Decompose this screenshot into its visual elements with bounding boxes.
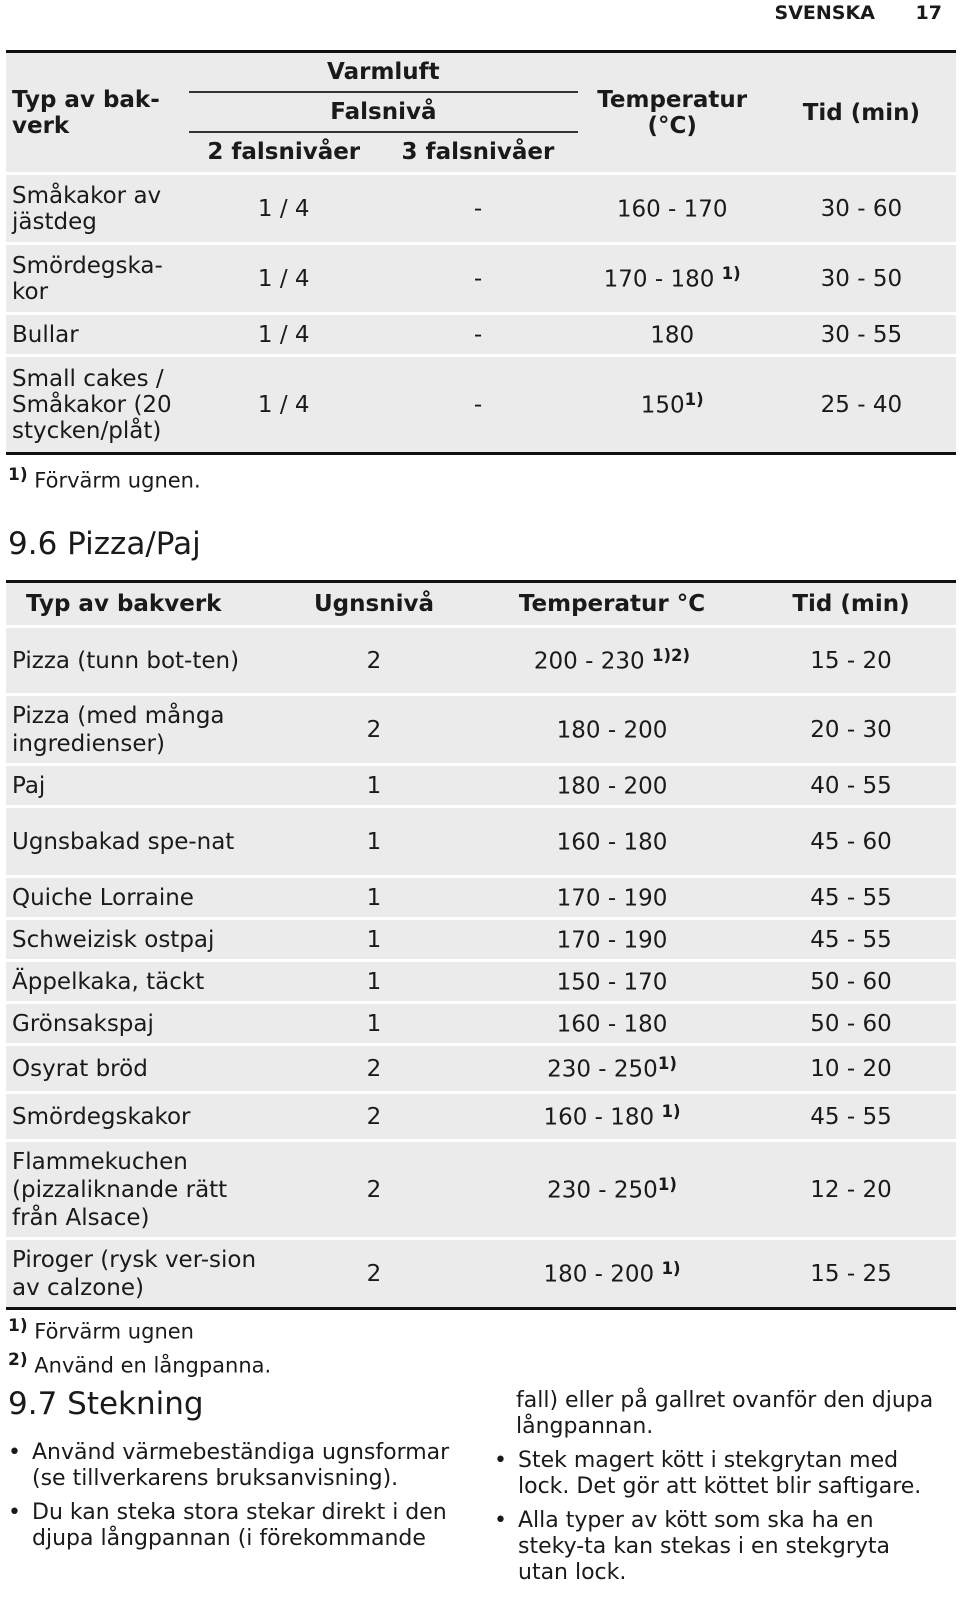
cell-level2: 1 / 4 — [189, 356, 378, 454]
cell-type: Ugnsbakad spe-nat — [6, 807, 270, 877]
roast-continuation: fall) eller på gallret ovanför den djupa långpannan. — [516, 1388, 934, 1439]
cell-level3: - — [378, 356, 577, 454]
cell-time: 15 - 25 — [746, 1239, 956, 1309]
table-row — [6, 1045, 956, 1093]
cell-temp: 230 - 250$^{1)}$ — [478, 1141, 746, 1239]
cell-time: 45 - 60 — [746, 807, 956, 877]
cell-level: 1 — [270, 877, 478, 919]
cell-type: Smördegska-kor — [6, 244, 189, 314]
cell-temp: 170 - 190 — [478, 919, 746, 961]
table-row — [6, 695, 956, 765]
table-row — [6, 961, 956, 1003]
cell-level: 2 — [270, 1239, 478, 1309]
list-item: • Alla typer av kött som ska ha en steky-ta kan stekas i en stekgryta utan lock. — [494, 1508, 940, 1586]
cell-temp: 170 - 190 — [478, 877, 746, 919]
convection-baking-table — [6, 50, 956, 455]
table-row — [6, 807, 956, 877]
col-header-type: Typ av bakverk — [6, 582, 270, 627]
cell-type: Osyrat bröd — [6, 1045, 270, 1093]
cell-time: 50 - 60 — [746, 1003, 956, 1045]
footnote-text: Använd en långpanna. — [34, 1353, 272, 1378]
cell-time: 15 - 20 — [746, 627, 956, 695]
table-row — [6, 356, 956, 454]
footnote-text: Förvärm ugnen. — [34, 468, 201, 493]
cell-time: 20 - 30 — [746, 695, 956, 765]
table1-footnote — [8, 465, 201, 493]
cell-level: 2 — [270, 627, 478, 695]
table-row — [6, 1141, 956, 1239]
pizza-baking-table — [6, 580, 956, 1310]
cell-time: 12 - 20 — [746, 1141, 956, 1239]
cell-type: Quiche Lorraine — [6, 877, 270, 919]
footnote-mark: 1) — [8, 465, 28, 485]
cell-temp: 180 - 200 — [478, 695, 746, 765]
roast-tips-right — [494, 1448, 940, 1594]
col-header-type: Typ av bak-verk — [6, 52, 189, 174]
page-header — [775, 2, 942, 24]
cell-time: 45 - 55 — [746, 877, 956, 919]
section-title-pizza: 9.6 Pizza/Paj — [8, 526, 201, 562]
col-header-time: Tid (min) — [746, 582, 956, 627]
table2-footnote-1 — [8, 1316, 194, 1344]
list-item: • Stek magert kött i stekgrytan med lock. Det gör att köttet blir saftigare. — [494, 1448, 940, 1500]
cell-time: 30 - 50 — [767, 244, 956, 314]
cell-type: Small cakes / Småkakor (20 stycken/plåt) — [6, 356, 189, 454]
cell-level2: 1 / 4 — [189, 244, 378, 314]
cell-time: 25 - 40 — [767, 356, 956, 454]
roast-tips-left — [8, 1440, 456, 1560]
cell-level3: - — [378, 314, 577, 356]
col-header-group: Varmluft — [189, 52, 577, 92]
cell-type: Grönsakspaj — [6, 1003, 270, 1045]
cell-level2: 1 / 4 — [189, 314, 378, 356]
language-label: SVENSKA — [774, 2, 875, 24]
cell-type: Bullar — [6, 314, 189, 356]
cell-level: 2 — [270, 1141, 478, 1239]
cell-level: 1 — [270, 961, 478, 1003]
table-row — [6, 314, 956, 356]
cell-level: 1 — [270, 765, 478, 807]
cell-temp: 160 - 180 — [478, 807, 746, 877]
col-header-level3: 3 falsnivåer — [378, 132, 577, 174]
cell-type: Paj — [6, 765, 270, 807]
cell-temp: 230 - 250$^{1)}$ — [478, 1045, 746, 1093]
cell-time: 40 - 55 — [746, 765, 956, 807]
cell-temp: 160 - 170 — [578, 174, 767, 244]
cell-temp: 180 — [578, 314, 767, 356]
cell-level3: - — [378, 174, 577, 244]
footnote-mark: 2) — [8, 1350, 28, 1370]
cell-temp: 150$^{1)}$ — [578, 356, 767, 454]
cell-temp: 150 - 170 — [478, 961, 746, 1003]
cell-level: 2 — [270, 1093, 478, 1141]
cell-type: Pizza (tunn bot-ten) — [6, 627, 270, 695]
cell-time: 50 - 60 — [746, 961, 956, 1003]
col-header-subgroup: Falsnivå — [189, 92, 577, 132]
cell-level: 2 — [270, 1045, 478, 1093]
col-header-time: Tid (min) — [767, 52, 956, 174]
table-row — [6, 1093, 956, 1141]
cell-level: 1 — [270, 919, 478, 961]
col-header-level2: 2 falsnivåer — [189, 132, 378, 174]
cell-type: Flammekuchen (pizzaliknande rätt från Alsace) — [6, 1141, 270, 1239]
cell-temp: 180 - 200 — [478, 765, 746, 807]
list-item: • Du kan steka stora stekar direkt i den djupa långpannan (i förekommande — [8, 1500, 456, 1552]
cell-type: Pizza (med många ingredienser) — [6, 695, 270, 765]
page-number: 17 — [915, 2, 942, 24]
table-row — [6, 765, 956, 807]
footnote-mark: 1) — [8, 1316, 28, 1336]
cell-level3: - — [378, 244, 577, 314]
cell-time: 30 - 55 — [767, 314, 956, 356]
table-row — [6, 919, 956, 961]
col-header-level: Ugnsnivå — [270, 582, 478, 627]
table-row — [6, 244, 956, 314]
col-header-temp: Temperatur °C — [478, 582, 746, 627]
cell-level: 1 — [270, 1003, 478, 1045]
cell-type: Smördegskakor — [6, 1093, 270, 1141]
cell-time: 45 - 55 — [746, 1093, 956, 1141]
cell-temp: 200 - 230 $^{1)2)}$ — [478, 627, 746, 695]
table-row — [6, 174, 956, 244]
cell-time: 30 - 60 — [767, 174, 956, 244]
cell-temp: 160 - 180 — [478, 1003, 746, 1045]
table2-footnote-2 — [8, 1350, 271, 1378]
cell-type: Schweizisk ostpaj — [6, 919, 270, 961]
cell-level2: 1 / 4 — [189, 174, 378, 244]
table-row — [6, 1239, 956, 1309]
cell-type: Piroger (rysk ver-sion av calzone) — [6, 1239, 270, 1309]
table-row — [6, 1003, 956, 1045]
section-title-roast: 9.7 Stekning — [8, 1386, 204, 1422]
cell-time: 10 - 20 — [746, 1045, 956, 1093]
cell-time: 45 - 55 — [746, 919, 956, 961]
table-row — [6, 627, 956, 695]
cell-level: 2 — [270, 695, 478, 765]
cell-temp: 170 - 180 $^{1)}$ — [578, 244, 767, 314]
cell-temp: 180 - 200 $^{1)}$ — [478, 1239, 746, 1309]
col-header-temp: Temperatur (°C) — [578, 52, 767, 174]
footnote-text: Förvärm ugnen — [34, 1319, 194, 1344]
cell-type: Småkakor av jästdeg — [6, 174, 189, 244]
list-item: • Använd värmebeständiga ugnsformar (se tillverkarens bruksanvisning). — [8, 1440, 456, 1492]
table-row — [6, 877, 956, 919]
cell-type: Äppelkaka, täckt — [6, 961, 270, 1003]
cell-temp: 160 - 180 $^{1)}$ — [478, 1093, 746, 1141]
cell-level: 1 — [270, 807, 478, 877]
